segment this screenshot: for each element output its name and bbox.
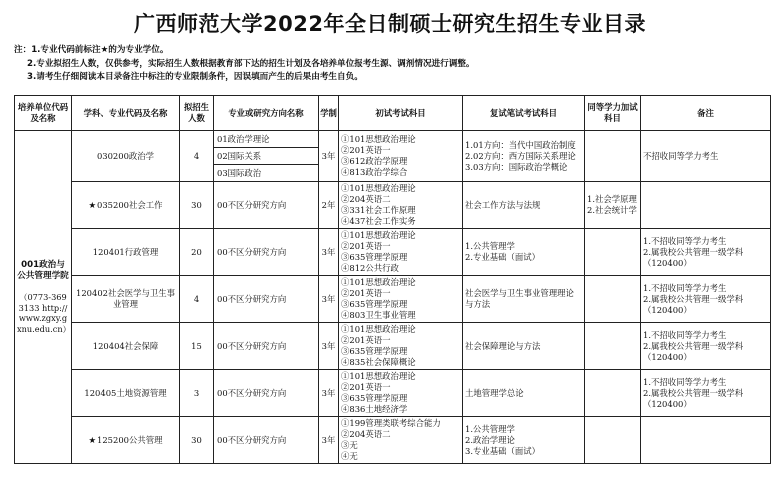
table-row (15, 276, 771, 323)
exam-subjects: ①101思想政治理论 ②201英语一 ③635管理学原理 ④812公共行政 (339, 229, 463, 276)
major-count: 15 (180, 323, 214, 370)
extra-subjects (585, 276, 641, 323)
table-row (15, 229, 771, 276)
note-3: 3.请考生仔细阅读本目录备注中标注的专业限制条件，因误填而产生的后果由考生自负。 (27, 72, 363, 82)
retest-subjects: 社会工作方法与法规 (463, 182, 585, 229)
header-retest: 复试笔试考试科目 (463, 96, 585, 131)
major-count: 3 (180, 370, 214, 417)
major-name: 120404社会保障 (72, 323, 180, 370)
exam-subjects: ①101思想政治理论 ②201英语一 ③635管理学原理 ④835社会保障概论 (339, 323, 463, 370)
header-count: 拟招生人数 (180, 96, 214, 131)
remark-cell: 1.不招收同等学力考生 2.属我校公共管理一级学科（120400） (641, 370, 771, 417)
retest-subjects: 社会保障理论与方法 (463, 323, 585, 370)
direction-cell: 00不区分研究方向 (214, 276, 319, 323)
remark-cell: 1.不招收同等学力考生 2.属我校公共管理一级学科（120400） (641, 323, 771, 370)
retest-subjects: 土地管理学总论 (463, 370, 585, 417)
star-icon: ★ (88, 199, 97, 210)
table-row (15, 323, 771, 370)
table-row (15, 370, 771, 417)
exam-subjects: ①101思想政治理论 ②201英语一 ③612政治学原理 ④813政治学综合 (339, 131, 463, 182)
header-remark: 备注 (641, 96, 771, 131)
direction-cell: 03国际政治 (214, 165, 319, 182)
header-duration: 学制 (319, 96, 339, 131)
direction-cell: 00不区分研究方向 (214, 370, 319, 417)
direction-cell: 00不区分研究方向 (214, 323, 319, 370)
major-count: 20 (180, 229, 214, 276)
header-unit: 培养单位代码及名称 (15, 96, 72, 131)
direction-cell: 00不区分研究方向 (214, 182, 319, 229)
note-2: 2.专业拟招生人数，仅供参考，实际招生人数根据教育部下达的招生计划及各培养单位报考生源、调剂情况进行调整。 (27, 58, 475, 69)
direction-cell: 01政治学理论 (214, 131, 319, 148)
major-count: 30 (180, 417, 214, 464)
catalog-table (14, 95, 771, 464)
extra-subjects (585, 131, 641, 182)
major-duration: 3年 (319, 323, 339, 370)
major-duration: 3年 (319, 276, 339, 323)
remark-cell (641, 182, 771, 229)
unit-cell (15, 131, 72, 464)
extra-subjects (585, 323, 641, 370)
major-name: 030200政治学 (72, 131, 180, 182)
header-exam: 初试考试科目 (339, 96, 463, 131)
remark-cell (641, 417, 771, 464)
major-name: ★035200社会工作 (72, 182, 180, 229)
direction-cell: 00不区分研究方向 (214, 417, 319, 464)
header-extra: 同等学力加试科目 (585, 96, 641, 131)
major-name: 120405土地资源管理 (72, 370, 180, 417)
header-major: 学科、专业代码及名称 (72, 96, 180, 131)
remark-cell: 1.不招收同等学力考生 2.属我校公共管理一级学科（120400） (641, 276, 771, 323)
exam-subjects: ①101思想政治理论 ②201英语一 ③635管理学原理 ④836土地经济学 (339, 370, 463, 417)
major-duration: 3年 (319, 229, 339, 276)
major-name: ★125200公共管理 (72, 417, 180, 464)
direction-cell: 00不区分研究方向 (214, 229, 319, 276)
extra-subjects (585, 417, 641, 464)
exam-subjects: ①101思想政治理论 ②204英语二 ③331社会工作原理 ④437社会工作实务 (339, 182, 463, 229)
retest-subjects: 1.01方向：当代中国政治制度 2.02方向：西方国际关系理论 3.03方向：国际政治学概论 (463, 131, 585, 182)
page-title: 广西师范大学2022年全日制硕士研究生招生专业目录 (134, 12, 646, 36)
table-row (15, 417, 771, 464)
major-duration: 2年 (319, 182, 339, 229)
extra-subjects (585, 229, 641, 276)
extra-subjects: 1.社会学原理 2.社会统计学 (585, 182, 641, 229)
major-count: 4 (180, 276, 214, 323)
retest-subjects: 社会医学与卫生事业管理理论与方法 (463, 276, 585, 323)
retest-subjects: 1.公共管理学 2.政治学理论 3.专业基础（面试） (463, 417, 585, 464)
table-row (15, 131, 771, 148)
table-row (15, 182, 771, 229)
major-duration: 3年 (319, 131, 339, 182)
unit-name: 001政治与公共管理学院 (17, 260, 69, 281)
star-icon: ★ (88, 434, 97, 445)
retest-subjects: 1.公共管理学 2.专业基础（面试） (463, 229, 585, 276)
remark-cell: 不招收同等学力考生 (641, 131, 771, 182)
header-row (15, 96, 771, 131)
major-duration: 3年 (319, 370, 339, 417)
major-duration: 3年 (319, 417, 339, 464)
major-count: 4 (180, 131, 214, 182)
direction-cell: 02国际关系 (214, 148, 319, 165)
major-name: 120402社会医学与卫生事业管理 (72, 276, 180, 323)
major-count: 30 (180, 182, 214, 229)
header-direction: 专业或研究方向名称 (214, 96, 319, 131)
note-1: 注：1.专业代码前标注★的为专业学位。 (14, 45, 169, 55)
exam-subjects: ①199管理类联考综合能力 ②204英语二 ③无 ④无 (339, 417, 463, 464)
major-name: 120401行政管理 (72, 229, 180, 276)
extra-subjects (585, 370, 641, 417)
exam-subjects: ①101思想政治理论 ②201英语一 ③635管理学原理 ④803卫生事业管理 (339, 276, 463, 323)
unit-contact: （0773-3693133 http://www.zgxy.gxnu.edu.cn） (17, 292, 71, 334)
notes-block (14, 44, 774, 85)
remark-cell: 1.不招收同等学力考生 2.属我校公共管理一级学科（120400） (641, 229, 771, 276)
